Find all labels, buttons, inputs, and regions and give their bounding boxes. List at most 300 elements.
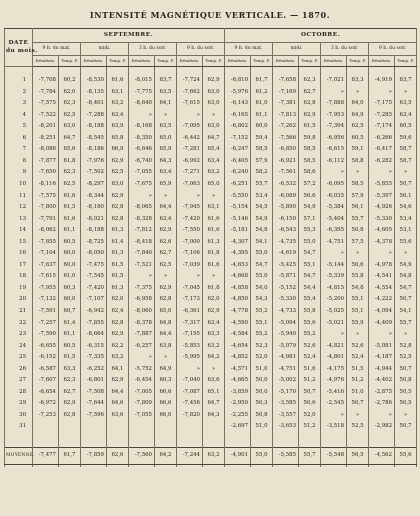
day-number: 24 <box>5 341 33 353</box>
empty-cell <box>369 67 395 76</box>
table-row <box>5 317 417 329</box>
result-cell: -4,653 <box>225 260 251 272</box>
result-cell: -5,853 <box>177 341 203 353</box>
temperature-cell: 63,5 <box>155 87 177 99</box>
result-cell: -7,637 <box>33 260 59 272</box>
result-cell: -7,335 <box>81 352 107 364</box>
result-cell: -8,344 <box>81 190 107 202</box>
temperature-cell: 62,9 <box>299 110 321 122</box>
temperature-cell: 63,6 <box>107 410 129 422</box>
temperature-cell: 58,7 <box>395 156 417 168</box>
result-cell: -6,615 <box>321 144 347 156</box>
result-cell: -5,021 <box>321 317 347 329</box>
result-cell: -5,339 <box>321 271 347 283</box>
result-cell: -7,055 <box>129 167 155 179</box>
day-number: 4 <box>5 110 33 122</box>
temperature-cell: 56,1 <box>347 202 369 214</box>
temperature-unit-header: Temp. F. <box>203 56 225 67</box>
result-cell: -2,875 <box>369 387 395 399</box>
temperature-cell: 64,7 <box>203 133 225 145</box>
empty-cell <box>107 67 129 76</box>
table-row <box>5 202 417 214</box>
temperature-cell: 64,3 <box>155 156 177 168</box>
empty-cell <box>129 67 155 76</box>
result-cell: -5,200 <box>321 294 347 306</box>
day-number: 20 <box>5 294 33 306</box>
result-cell: -7,173 <box>177 294 203 306</box>
temperature-cell: » <box>347 410 369 422</box>
result-cell: » <box>369 87 395 99</box>
result-cell: -6,417 <box>369 144 395 156</box>
table-row <box>5 98 417 110</box>
temperature-cell: 63,3 <box>203 329 225 341</box>
result-cell: -4,944 <box>369 364 395 376</box>
result-cell: -4,378 <box>369 237 395 249</box>
result-cell: -8,186 <box>81 144 107 156</box>
result-cell: -7,381 <box>273 98 299 110</box>
temperature-cell: » <box>203 271 225 283</box>
temperature-cell: 64,2 <box>203 352 225 364</box>
temperature-cell: 55,0 <box>299 237 321 249</box>
result-unit-header: Résultats. <box>369 56 395 67</box>
temperature-cell: 64,4 <box>107 387 129 399</box>
result-cell: -6,850 <box>273 144 299 156</box>
temperature-unit-header: Temp. F. <box>395 56 417 67</box>
result-cell: -7,820 <box>177 410 203 422</box>
temperature-cell: 63,3 <box>347 75 369 87</box>
temperature-cell: 64,4 <box>155 329 177 341</box>
temperature-cell: 62,3 <box>59 375 81 387</box>
temperature-cell: 62,9 <box>155 283 177 295</box>
temperature-cell: 60,5 <box>59 237 81 249</box>
temperature-cell: 63,0 <box>203 87 225 99</box>
temperature-cell: 63,2 <box>107 352 129 364</box>
temperature-cell: 58,8 <box>347 156 369 168</box>
temperature-cell: 61,5 <box>299 121 321 133</box>
result-cell: -6,972 <box>33 398 59 410</box>
empty-cell <box>107 464 129 467</box>
temperature-cell: 60,0 <box>251 121 273 133</box>
empty-cell <box>59 464 81 467</box>
day-number: 16 <box>5 248 33 260</box>
temperature-cell: 58,7 <box>395 144 417 156</box>
temperature-cell: 51,0 <box>347 387 369 399</box>
temperature-cell: 62,5 <box>347 121 369 133</box>
temperature-cell: 58,6 <box>299 167 321 179</box>
temperature-cell: 61,3 <box>203 237 225 249</box>
table-row <box>5 364 417 376</box>
result-cell: » <box>369 329 395 341</box>
temperature-cell: 62,9 <box>107 329 129 341</box>
empty-cell <box>225 433 251 448</box>
magnetic-intensity-table <box>4 28 417 467</box>
result-cell: -8,640 <box>129 98 155 110</box>
result-cell: -8,188 <box>81 121 107 133</box>
result-cell: -6,282 <box>369 156 395 168</box>
temperature-cell: 50,3 <box>251 398 273 410</box>
temperature-cell: » <box>155 110 177 122</box>
temperature-cell: 51,2 <box>299 375 321 387</box>
mean-temperature-cell: 55,7 <box>299 447 321 464</box>
empty-cell <box>59 433 81 448</box>
result-cell: -2,982 <box>369 421 395 433</box>
temperature-cell: 60,5 <box>395 121 417 133</box>
temperature-cell: 62,3 <box>299 75 321 87</box>
temperature-cell <box>203 421 225 433</box>
result-cell: -6,252 <box>81 364 107 376</box>
result-cell: -5,181 <box>225 225 251 237</box>
temperature-cell: 55,7 <box>395 317 417 329</box>
result-cell: -8,188 <box>81 225 107 237</box>
result-cell: -7,394 <box>321 121 347 133</box>
temperature-cell: 55,1 <box>299 260 321 272</box>
mean-temperature-cell: 64,2 <box>155 447 177 464</box>
temperature-cell: 64,1 <box>155 98 177 110</box>
result-cell: -5,330 <box>273 294 299 306</box>
temperature-cell: 62,8 <box>107 317 129 329</box>
result-cell: -3,518 <box>321 421 347 433</box>
result-cell: -6,992 <box>177 156 203 168</box>
temperature-cell: 62,5 <box>155 260 177 272</box>
temperature-cell: 52,8 <box>395 341 417 353</box>
result-cell: -6,921 <box>273 156 299 168</box>
empty-cell <box>81 464 107 467</box>
temperature-cell: 60,3 <box>155 375 177 387</box>
temperature-cell: 65,9 <box>155 179 177 191</box>
temperature-cell: 55,1 <box>347 306 369 318</box>
result-cell: -7,607 <box>33 375 59 387</box>
temperature-cell: 64,7 <box>203 398 225 410</box>
empty-cell <box>321 67 347 76</box>
temperature-cell: 61,6 <box>203 214 225 226</box>
temperature-cell: 54,1 <box>251 237 273 249</box>
result-cell: -7,658 <box>273 75 299 87</box>
result-cell: -7,132 <box>33 294 59 306</box>
result-cell: -7,169 <box>273 87 299 99</box>
result-cell: -7,791 <box>33 214 59 226</box>
temperature-cell: 52,5 <box>395 352 417 364</box>
temperature-cell: 50,8 <box>347 225 369 237</box>
result-cell: » <box>177 364 203 376</box>
result-cell: -6,646 <box>129 144 155 156</box>
result-cell: -8,401 <box>81 98 107 110</box>
result-cell: -4,751 <box>273 364 299 376</box>
footer-row <box>5 464 417 467</box>
temperature-cell: 51,2 <box>347 375 369 387</box>
time-header-sep-9am: 9 h. du mat. <box>33 43 81 56</box>
result-cell: -7,039 <box>177 260 203 272</box>
result-cell: -7,955 <box>33 283 59 295</box>
temperature-cell: 62,9 <box>203 75 225 87</box>
temperature-cell: 64,7 <box>59 133 81 145</box>
temperature-cell: 63,6 <box>203 375 225 387</box>
result-cell: -7,000 <box>177 237 203 249</box>
result-cell: -5,397 <box>369 190 395 202</box>
temperature-cell: 55,6 <box>299 317 321 329</box>
temperature-cell: 61,5 <box>107 271 129 283</box>
result-cell: -6,095 <box>321 179 347 191</box>
result-cell: -5,995 <box>177 352 203 364</box>
temperature-cell: 65,0 <box>203 179 225 191</box>
temperature-cell: » <box>395 410 417 422</box>
temperature-cell: » <box>203 364 225 376</box>
result-cell: -3,557 <box>273 410 299 422</box>
result-cell: -4,094 <box>369 306 395 318</box>
day-number: 25 <box>5 352 33 364</box>
temperature-cell: 61,4 <box>107 237 129 249</box>
result-unit-header: Résultats. <box>273 56 299 67</box>
result-cell: -6,802 <box>225 121 251 133</box>
result-cell: -2,786 <box>369 398 395 410</box>
mean-result-cell: -7,560 <box>129 447 155 464</box>
result-unit-header: Résultats. <box>33 56 59 67</box>
result-cell: -7,522 <box>33 110 59 122</box>
temperature-cell: 58,5 <box>299 144 321 156</box>
table-row <box>5 387 417 399</box>
table-row <box>5 110 417 122</box>
result-cell: -6,454 <box>129 375 155 387</box>
temperature-cell: » <box>395 87 417 99</box>
result-cell: -6,956 <box>321 133 347 145</box>
temperature-cell: 55,8 <box>347 271 369 283</box>
temperature-cell: 61,7 <box>251 75 273 87</box>
temperature-cell: » <box>347 248 369 260</box>
result-cell: -4,801 <box>321 352 347 364</box>
result-cell: -7,596 <box>81 410 107 422</box>
result-cell: -7,257 <box>33 317 59 329</box>
empty-cell <box>129 433 155 448</box>
temperature-cell: 50,7 <box>347 398 369 410</box>
result-cell: » <box>129 110 155 122</box>
result-cell: -7,087 <box>177 387 203 399</box>
temperature-cell: 60,0 <box>59 248 81 260</box>
result-cell: -8,378 <box>129 317 155 329</box>
result-cell: -6,587 <box>33 364 59 376</box>
result-cell: -4,919 <box>369 75 395 87</box>
result-cell: -2,545 <box>321 398 347 410</box>
result-cell: -8,664 <box>81 329 107 341</box>
table-row <box>5 329 417 341</box>
mean-temperature-cell: 62,6 <box>107 447 129 464</box>
table-row <box>5 133 417 145</box>
result-cell: -7,175 <box>369 98 395 110</box>
temperature-cell: 62,0 <box>107 294 129 306</box>
result-cell: -7,195 <box>177 329 203 341</box>
temperature-cell: 61,8 <box>59 156 81 168</box>
temperature-cell: 55,1 <box>251 317 273 329</box>
empty-cell <box>299 433 321 448</box>
day-number: 7 <box>5 144 33 156</box>
temperature-cell: 59,6 <box>395 133 417 145</box>
temperature-cell: 50,5 <box>395 398 417 410</box>
table-row <box>5 341 417 353</box>
temperature-cell: 63,1 <box>203 202 225 214</box>
empty-cell <box>177 67 203 76</box>
mean-result-cell: -7,859 <box>81 447 107 464</box>
table-row <box>5 294 417 306</box>
result-cell: -8,297 <box>81 179 107 191</box>
result-cell: -6,240 <box>225 167 251 179</box>
temperature-cell: 63,0 <box>107 179 129 191</box>
result-cell: -4,778 <box>225 306 251 318</box>
temperature-cell: 62,5 <box>107 167 129 179</box>
result-cell: -7,561 <box>273 167 299 179</box>
temperature-cell: 62,7 <box>155 248 177 260</box>
temperature-unit-header: Temp. F. <box>347 56 369 67</box>
temperature-cell: » <box>347 167 369 179</box>
temperature-cell: 55,9 <box>347 317 369 329</box>
result-cell: -7,475 <box>81 260 107 272</box>
result-cell: -8,135 <box>81 87 107 99</box>
table-row <box>5 121 417 133</box>
result-cell: -5,976 <box>225 87 251 99</box>
table-row <box>5 375 417 387</box>
day-number: 2 <box>5 87 33 99</box>
result-cell: -7,662 <box>177 87 203 99</box>
temperature-cell: 61,1 <box>251 110 273 122</box>
result-cell: -7,104 <box>33 248 59 260</box>
temperature-cell: 50,7 <box>395 294 417 306</box>
result-cell: -7,855 <box>33 237 59 249</box>
temperature-cell: 66,9 <box>107 144 129 156</box>
temperature-cell: 62,9 <box>59 398 81 410</box>
empty-cell <box>251 433 273 448</box>
temperature-cell: 63,4 <box>107 110 129 122</box>
result-cell: -6,251 <box>225 179 251 191</box>
result-cell: -4,619 <box>273 248 299 260</box>
temperature-cell: 61,5 <box>107 260 129 272</box>
table-row <box>5 352 417 364</box>
temperature-cell: 51,5 <box>347 364 369 376</box>
temperature-cell: 50,7 <box>395 364 417 376</box>
empty-cell <box>251 464 273 467</box>
result-cell: -7,040 <box>177 375 203 387</box>
table-row <box>5 260 417 272</box>
month-header-row <box>5 29 417 43</box>
result-cell: -7,253 <box>33 410 59 422</box>
temperature-cell: 51,6 <box>299 364 321 376</box>
result-cell: -7,840 <box>129 248 155 260</box>
temperature-cell: 54,5 <box>251 202 273 214</box>
empty-cell <box>251 67 273 76</box>
day-number: 12 <box>5 202 33 214</box>
temperature-cell: 57,9 <box>251 156 273 168</box>
result-cell: -5,154 <box>225 202 251 214</box>
temperature-cell: 62,8 <box>107 202 129 214</box>
empty-cell <box>155 464 177 467</box>
result-cell: -7,152 <box>225 133 251 145</box>
temperature-cell: 61,0 <box>59 271 81 283</box>
temperature-cell <box>59 421 81 433</box>
result-cell: -7,285 <box>369 110 395 122</box>
temperature-cell: 66,0 <box>155 410 177 422</box>
table-row <box>5 306 417 318</box>
result-cell: -7,508 <box>81 387 107 399</box>
result-cell: -7,775 <box>129 87 155 99</box>
result-cell: -4,222 <box>369 294 395 306</box>
mean-result-cell: -4,562 <box>369 447 395 464</box>
table-row <box>5 75 417 87</box>
temperature-cell: 62,2 <box>107 341 129 353</box>
result-cell: -7,317 <box>177 317 203 329</box>
table-row <box>5 144 417 156</box>
result-cell: -7,550 <box>177 225 203 237</box>
result-cell: -8,086 <box>33 144 59 156</box>
temperature-cell: 61,4 <box>59 317 81 329</box>
temperature-cell: 51,0 <box>251 421 273 433</box>
mean-row <box>5 447 417 464</box>
temperature-cell: 64,4 <box>155 202 177 214</box>
result-cell: -7,375 <box>129 283 155 295</box>
result-cell: -8,062 <box>33 225 59 237</box>
empty-cell <box>81 67 107 76</box>
result-cell: -5,025 <box>321 306 347 318</box>
page-title: INTENSITÉ MAGNÉTIQUE VERTICALE. — 1870. <box>89 10 331 20</box>
result-cell: -7,615 <box>177 98 203 110</box>
result-cell: -7,106 <box>177 248 203 260</box>
temperature-cell: 65,8 <box>107 133 129 145</box>
temperature-cell: » <box>155 190 177 202</box>
temperature-cell: 58,5 <box>251 144 273 156</box>
empty-cell <box>369 433 395 448</box>
temperature-cell: 51,2 <box>299 421 321 433</box>
result-cell: -5,330 <box>369 214 395 226</box>
empty-cell <box>321 464 347 467</box>
result-cell: -7,650 <box>33 167 59 179</box>
day-number: 13 <box>5 214 33 226</box>
temperature-cell: 64,6 <box>107 398 129 410</box>
temperature-cell: 50,0 <box>251 375 273 387</box>
result-cell: » <box>321 329 347 341</box>
result-cell: -4,751 <box>321 237 347 249</box>
table-row <box>5 225 417 237</box>
temperature-cell: 62,8 <box>155 294 177 306</box>
temperature-cell: 65,0 <box>155 133 177 145</box>
temperature-cell: 62,8 <box>299 98 321 110</box>
time-header-sep-9pm: 9 h. du soir. <box>177 43 225 56</box>
empty-cell <box>347 67 369 76</box>
result-cell: -5,094 <box>273 317 299 329</box>
result-cell: -4,402 <box>369 375 395 387</box>
result-cell: -4,976 <box>321 375 347 387</box>
result-cell: » <box>321 87 347 99</box>
date-column-header <box>5 29 38 67</box>
result-cell: -6,247 <box>225 144 251 156</box>
empty-cell <box>203 433 225 448</box>
result-cell: -4,541 <box>369 271 395 283</box>
temperature-cell: 55,0 <box>251 248 273 260</box>
temperature-cell: 61,5 <box>59 352 81 364</box>
table-row <box>5 283 417 295</box>
result-cell: -8,168 <box>129 121 155 133</box>
empty-cell <box>203 67 225 76</box>
result-cell: -5,416 <box>321 387 347 399</box>
empty-cell <box>273 433 299 448</box>
temperature-cell: 54,4 <box>299 283 321 295</box>
temperature-cell: 54,9 <box>395 260 417 272</box>
day-number: 29 <box>5 398 33 410</box>
temperature-cell: 59,8 <box>299 133 321 145</box>
result-cell: -5,855 <box>369 179 395 191</box>
temperature-cell: 54,8 <box>395 271 417 283</box>
temperature-cell: 64,3 <box>203 410 225 422</box>
temperature-cell: 62,9 <box>107 190 129 202</box>
temperature-cell: 61,6 <box>203 225 225 237</box>
result-cell: » <box>321 410 347 422</box>
temperature-cell: 54,9 <box>251 214 273 226</box>
result-cell: -7,724 <box>177 75 203 87</box>
day-number: 23 <box>5 329 33 341</box>
